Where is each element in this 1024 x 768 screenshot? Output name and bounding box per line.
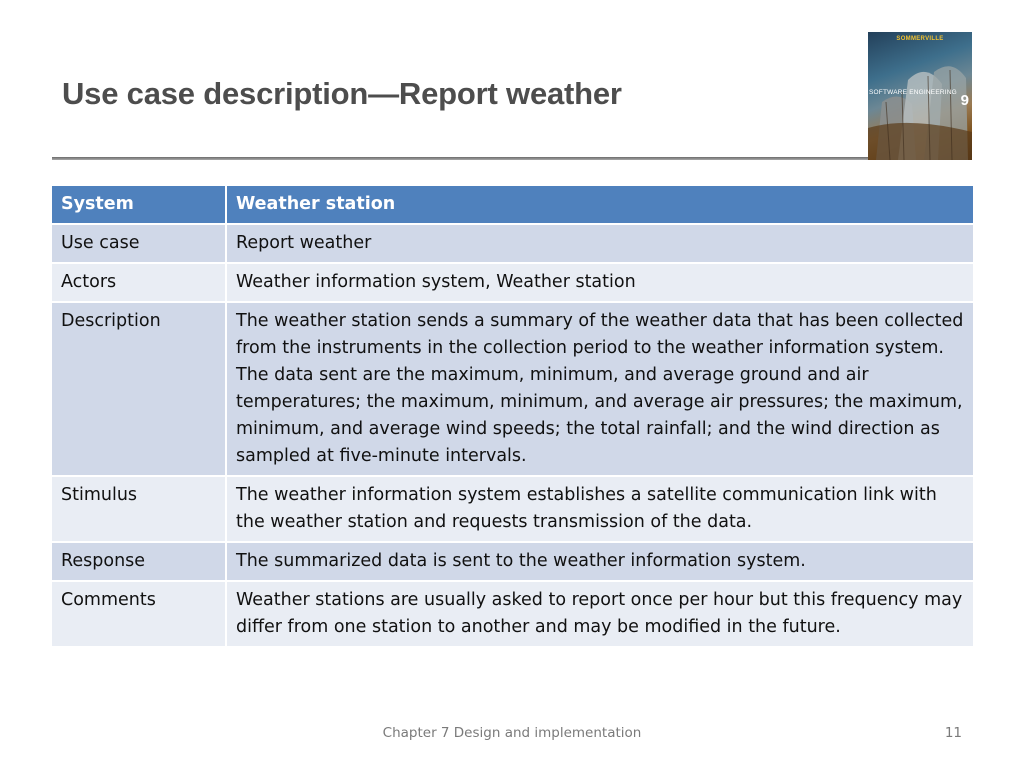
slide-footer: Chapter 7 Design and implementation (382, 725, 642, 741)
row-value: The summarized data is sent to the weather information system. (226, 542, 973, 581)
row-value: Weather information system, Weather station (226, 263, 973, 302)
book-edition: 9 (960, 92, 969, 109)
table-row (52, 581, 973, 647)
row-value: The weather station sends a summary of the weather data that has been collected from the instruments in the collection period to the weather information system. The data sent are the maximum, minimum, and average ground and air temperatures; the maximum, minimum, and average air pressures; the maximum, minimum, and average wind speeds; the total rainfall; and the wind direction as sampled at five-minute intervals. (226, 302, 973, 476)
row-label: Use case (52, 224, 226, 263)
table-row (52, 263, 973, 302)
table-row (52, 476, 973, 542)
header-value-cell: Weather station (226, 186, 973, 224)
row-label: Comments (52, 581, 226, 647)
page-number: 11 (944, 725, 962, 741)
table-row (52, 542, 973, 581)
row-label: Response (52, 542, 226, 581)
book-title: SOFTWARE ENGINEERING (869, 89, 957, 96)
book-author: SOMMERVILLE (896, 36, 944, 42)
use-case-table (52, 186, 973, 648)
row-value: Weather stations are usually asked to report once per hour but this frequency may differ from one station to another and may be modified in the future. (226, 581, 973, 647)
book-cover-art (868, 32, 972, 160)
table-row (52, 302, 973, 476)
row-value: The weather information system establishes a satellite communication link with the weather station and requests transmission of the data. (226, 476, 973, 542)
slide-title: Use case description—Report weather (62, 76, 622, 111)
book-cover-image (868, 32, 972, 160)
header-label-cell: System (52, 186, 226, 224)
row-label: Stimulus (52, 476, 226, 542)
table-row (52, 224, 973, 263)
table-header-row (52, 186, 973, 224)
row-value: Report weather (226, 224, 973, 263)
title-divider (52, 157, 922, 160)
row-label: Actors (52, 263, 226, 302)
row-label: Description (52, 302, 226, 476)
